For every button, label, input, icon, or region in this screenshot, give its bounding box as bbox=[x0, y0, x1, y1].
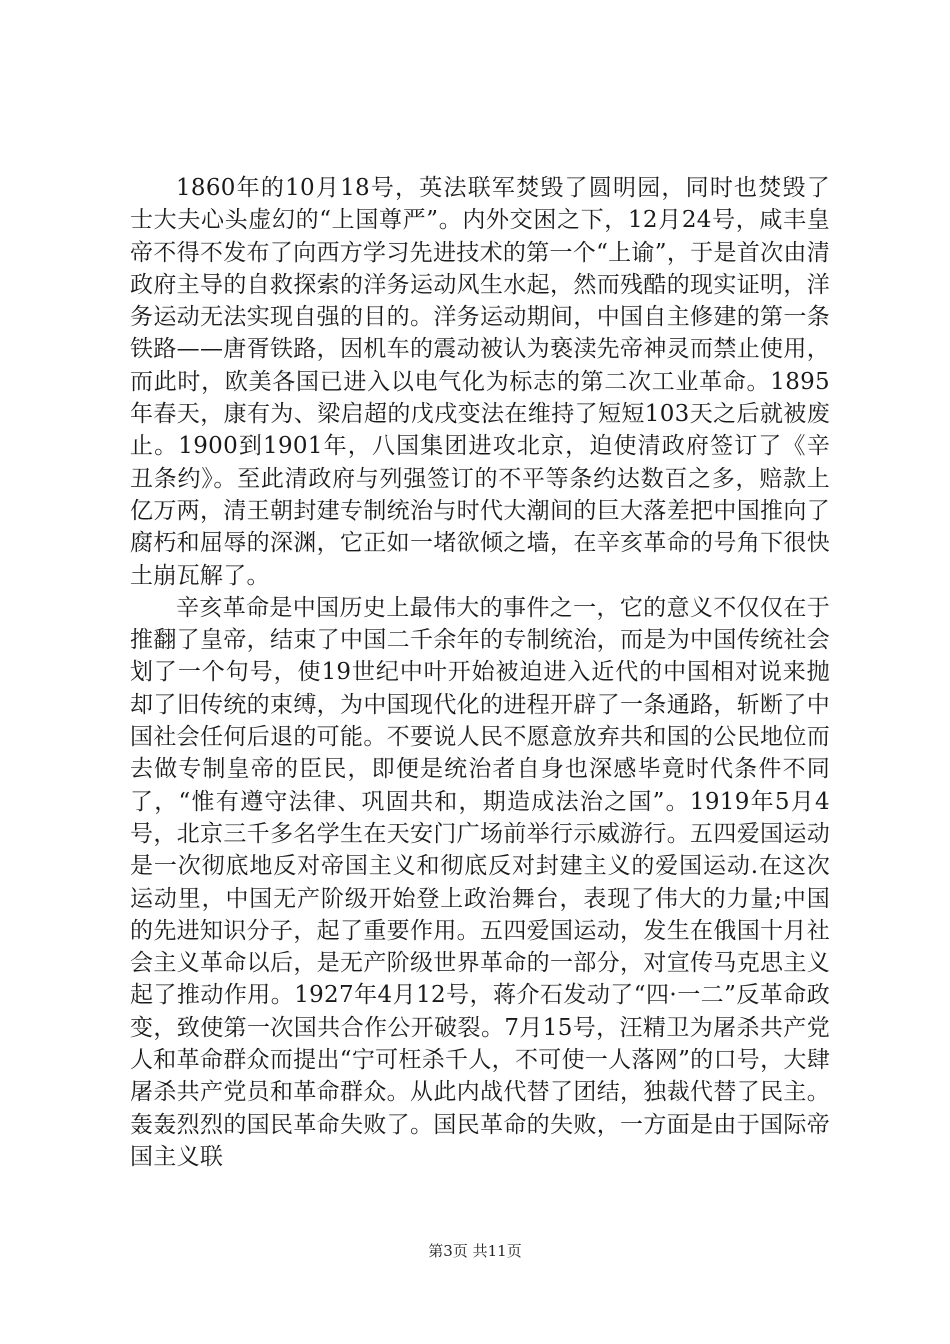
page-number-footer: 第3页 共11页 bbox=[428, 1242, 522, 1260]
paragraph-2: 辛亥革命是中国历史上最伟大的事件之一，它的意义不仅仅在于推翻了皇帝，结束了中国二千余年的专制统治，而是为中国传统社会划了一个句号，使19世纪中叶开始被迫进入近代的中国相对说来抛却了旧传统的束缚，为中国现代化的进程开辟了一条通路，斩断了中国社会任何后退的可能。不要说人民不愿意放弃共和国的公民地位而去做专制皇帝的臣民，即便是统治者自身也深感毕竟时代条件不同了，“惟有遵守法律、巩固共和，期造成法治之国”。1919年5月4号，北京三千多名学生在天安门广场前举行示威游行。五四爱国运动是一次彻底地反对帝国主义和彻底反对封建主义的爱国运动.在这次运动里，中国无产阶级开始登上政治舞台，表现了伟大的力量;中国的先进知识分子，起了重要作用。五四爱国运动，发生在俄国十月社会主义革命以后，是无产阶级世界革命的一部分，对宣传马克思主义起了推动作用。1927年4月12号，蒋介石发动了“四·一二”反革命政变，致使第一次国共合作公开破裂。7月15号，汪精卫为屠杀共产党人和革命群众而提出“宁可枉杀千人，不可使一人落网”的口号，大肆屠杀共产党员和革命群众。从此内战代替了团结，独裁代替了民主。轰轰烈烈的国民革命失败了。国民革命的失败，一方面是由于国际帝国主义联 bbox=[130, 594, 830, 1170]
paragraph-1: 1860年的10月18号，英法联军焚毁了圆明园，同时也焚毁了士大夫心头虚幻的“上国尊严”。内外交困之下，12月24号，咸丰皇帝不得不发布了向西方学习先进技术的第一个“上谕”，于是首次由清政府主导的自救探索的洋务运动风生水起，然而残酷的现实证明，洋务运动无法实现自强的目的。洋务运动期间，中国自主修建的第一条铁路——唐胥铁路，因机车的震动被认为亵渎先帝神灵而禁止使用，而此时，欧美各国已进入以电气化为标志的第二次工业革命。1895年春天，康有为、梁启超的戊戌变法在维持了短短103天之后就被废止。1900到1901年，八国集团进攻北京，迫使清政府签订了《辛丑条约》。至此清政府与列强签订的不平等条约达数百之多，赔款上亿万两，清王朝封建专制统治与时代大潮间的巨大落差把中国推向了腐朽和屈辱的深渊，它正如一堵欲倾之墙，在辛亥革命的号角下很快土崩瓦解了。 bbox=[130, 175, 830, 589]
document-body bbox=[130, 172, 830, 1173]
